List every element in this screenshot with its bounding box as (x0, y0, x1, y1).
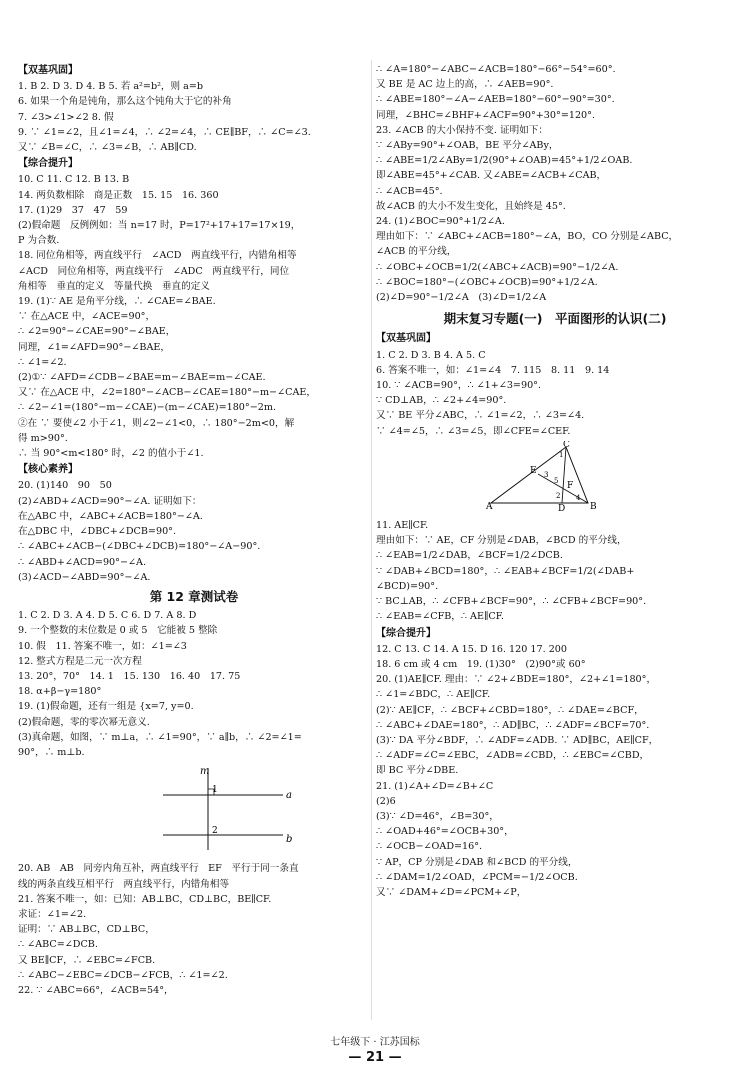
label-angle-4: 4 (576, 493, 581, 502)
answer-line: ∵ 在△ACE 中，∠ACE=90°， (18, 311, 156, 323)
answer-line: (3)∠ACD−∠ABD=90°−∠A. (18, 571, 151, 583)
answer-line: ∴ ∠OAD+46°=∠OCB+30°， (376, 826, 514, 838)
answer-line: 9. 一个整数的末位数是 0 或 5 它能被 5 整除 (18, 625, 218, 637)
label-angle-2: 2 (212, 826, 218, 837)
perpendicular-lines-figure (18, 762, 370, 859)
section-heading: 【双基巩固】 (376, 333, 436, 345)
answer-line: 线的两条直线互相平行 两直线平行，内错角相等 (18, 878, 230, 890)
answer-line: ∴ ∠EAB=∠CFB，∴ AE∥CF. (376, 611, 504, 623)
answer-line: ∠ACB 的平分线， (376, 246, 457, 258)
answer-line: ∴ ∠ABC−∠EBC=∠DCB−∠FCB，∴ ∠1=∠2. (18, 969, 228, 981)
answer-line: 19. (1)假命题，还有一组是 {x=7, y=0. (18, 701, 194, 713)
section-heading-row (18, 461, 370, 478)
answer-line: ∠BCD)=90°. (376, 580, 439, 592)
label-m: m (200, 766, 210, 778)
answer-line: ∴ ∠ADF=∠C=∠EBC，∠ADB=∠CBD，∴ ∠EBC=∠CBD， (376, 750, 650, 762)
answer-line: ∵ ∠4=∠5，∴ ∠3=∠5，即∠CFE=∠CEF. (376, 425, 571, 437)
footer-label: 七年级下 · 江苏国标 (330, 1037, 420, 1048)
figure-triangle-abc (376, 441, 734, 511)
answer-line: 21. (1)∠A+∠D=∠B+∠C (376, 780, 494, 792)
answer-line: 同理，∠1=∠AFD=90°−∠BAE， (18, 341, 170, 353)
answer-line: 求证：∠1=∠2. (18, 908, 87, 920)
answer-line: 21. 答案不唯一，如：已知：AB⊥BC，CD⊥BC，BE∥CF. (18, 893, 272, 905)
label-A: A (486, 501, 493, 511)
column-divider (371, 60, 372, 1020)
answer-line: 14. 两负数相除 商是正数 15. 15 16. 360 (18, 189, 219, 201)
answer-line: ∠ACD 同位角相等，两直线平行 ∠ADC 两直线平行，同位 (18, 265, 290, 277)
answer-line: ∴ ∠1=∠BDC，∴ AE∥CF. (376, 689, 491, 701)
label-D: D (558, 503, 566, 511)
label-angle-1: 1 (212, 785, 218, 796)
answer-line: ∴ ∠ABC=∠DCB. (18, 939, 98, 951)
left-column (18, 62, 370, 998)
answer-line: ∴ ∠DAM=1/2∠OAD，∠PCM=−1/2∠OCB. (376, 871, 578, 883)
answer-line: ∴ ∠ABE=180°−∠A−∠AEB=180°−60°−90°=30°. (376, 94, 615, 106)
label-angle-2: 2 (556, 491, 561, 500)
answer-line: 10. C 11. C 12. B 13. B (18, 174, 130, 186)
label-a: a (286, 790, 292, 802)
answer-line: 17. (1)29 37 47 59 (18, 204, 128, 216)
answer-line: 1. B 2. D 3. D 4. B 5. 若 a²=b²，则 a=b (18, 81, 204, 93)
answer-line: 10. ∵ ∠ACB=90°，∴ ∠1+∠3=90°. (376, 380, 542, 392)
answer-line: (3)∵ DA 平分∠BDF，∴ ∠ADF=∠ADB. ∵ AD∥BC，AE∥CF， (376, 734, 659, 746)
answer-line: (2)∠ABD+∠ACD=90°−∠A. 证明如下： (18, 495, 202, 507)
answer-line: 又 BE 是 AC 边上的高，∴ ∠AEB=90°. (376, 79, 554, 91)
answer-line: 故∠ACB 的大小不发生变化，且始终是 45°. (376, 200, 566, 212)
answer-line: (3)真命题，如图，∵ m⊥a，∴ ∠1=90°，∵ a∥b，∴ ∠2=∠1= (18, 731, 302, 743)
label-angle-1: 1 (559, 450, 564, 459)
answer-line: ∴ ∠OCB−∠OAD=16°. (376, 841, 483, 853)
answer-line: ∴ ∠ACB=45°. (376, 185, 443, 197)
answer-line: ∴ ∠ABD+∠ACD=90°−∠A. (18, 556, 146, 568)
answer-line: ∵ BC⊥AB，∴ ∠CFB+∠BCF=90°，∴ ∠CFB+∠BCF=90°. (376, 596, 647, 608)
answer-line: ∴ ∠EAB=1/2∠DAB，∠BCF=1/2∠DCB. (376, 550, 563, 562)
answer-line: 11. AE∥CF. (376, 520, 429, 532)
answer-line: 12. 整式方程是二元一次方程 (18, 655, 142, 667)
answer-line: 理由如下：∵ AE，CF 分别是∠DAB，∠BCD 的平分线， (376, 535, 627, 547)
answer-line: 18. 同位角相等，两直线平行 ∠ACD 两直线平行，内错角相等 (18, 250, 297, 262)
answer-line: ∵ CD⊥AB，∴ ∠2+∠4=90°. (376, 395, 507, 407)
answer-line: ∴ ∠2=90°−∠CAE=90°−∠BAE， (18, 326, 176, 338)
answer-line: ∵ ∠ABy=90°+∠OAB，BE 平分∠ABy， (376, 140, 559, 152)
answer-line: 1. C 2. D 3. A 4. D 5. C 6. D 7. A 8. D (18, 610, 197, 622)
answer-line: ∵ ∠DAB+∠BCD=180°，∴ ∠EAB+∠BCF=1/2(∠DAB+ (376, 565, 635, 577)
answer-line: 证明：∵ AB⊥BC，CD⊥BC， (18, 924, 155, 936)
answer-line: 20. AB AB 同旁内角互补，两直线平行 EF 平行于同一条直 (18, 863, 299, 875)
section-heading-row (376, 330, 734, 347)
answer-line: 得 m>90°. (18, 432, 68, 444)
section-heading-row (18, 155, 370, 172)
section-heading: 【核心素养】 (18, 464, 78, 476)
label-E: E (530, 465, 537, 476)
answer-line: 角相等 垂直的定义 等量代换 垂直的定义 (18, 280, 210, 292)
answer-line: 23. ∠ACB 的大小保持不变. 证明如下： (376, 124, 548, 136)
answer-line: (2)①∵ ∠AFD=∠CDB−∠BAE=m−∠BAE=m−∠CAE. (18, 372, 266, 384)
answer-line: 18. 6 cm 或 4 cm 19. (1)30° (2)90°或 60° (376, 658, 586, 670)
answer-line: 7. ∠3>∠1>∠2 8. 假 (18, 111, 114, 123)
answer-line: 理由如下：∵ ∠ABC+∠ACB=180°−∠A，BO，CO 分别是∠ABC， (376, 231, 679, 243)
answer-line: (2)6 (376, 795, 396, 807)
answer-line: 在△DBC 中，∠DBC+∠DCB=90°. (18, 526, 177, 538)
answer-line: (3)∵ ∠D=46°，∠B=30°， (376, 810, 499, 822)
label-F: F (567, 480, 574, 491)
label-B: B (590, 501, 597, 511)
section-heading-row (18, 62, 370, 79)
answer-line: 又∵ 在△ACE 中，∠2=180°−∠ACB−∠CAE=180°−m−∠CAE， (18, 387, 316, 399)
answer-line: 同理，∠BHC=∠BHF+∠ACF=90°+30°=120°. (376, 109, 596, 121)
answer-line: 1. C 2. D 3. B 4. A 5. C (376, 349, 486, 361)
answer-line: 在△ABC 中，∠ABC+∠ACB=180°−∠A. (18, 510, 203, 522)
chapter-title: 第 12 章测试卷 (149, 588, 239, 604)
section-heading-row (376, 625, 734, 642)
answer-line: ∴ ∠A=180°−∠ABC−∠ACB=180°−66°−54°=60°. (376, 64, 616, 75)
answer-line: 6. 如果一个角是钝角，那么这个钝角大于它的补角 (18, 96, 232, 108)
answer-line: ∴ ∠BOC=180°−(∠OBC+∠OCB)=90°+1/2∠A. (376, 276, 598, 288)
answer-line: ∴ ∠OBC+∠OCB=1/2(∠ABC+∠ACB)=90°−1/2∠A. (376, 261, 619, 273)
answer-line: 6. 答案不唯一，如：∠1=∠4 7. 115 8. 11 9. 14 (376, 364, 610, 376)
page-footer (0, 1033, 750, 1065)
answer-line: 13. 20°，70° 14. 1 15. 130 16. 40 17. 75 (18, 670, 241, 682)
section-heading: 【综合提升】 (18, 158, 78, 170)
page-number: — 21 — (348, 1050, 402, 1065)
answer-line: (2)假命题 反例例如：当 n=17 时，P=17²+17+17=17×19， (18, 220, 301, 232)
label-angle-5: 5 (554, 476, 559, 485)
answer-line: 22. ∵ ∠ABC=66°，∠ACB=54°， (18, 984, 174, 996)
section-heading: 【综合提升】 (376, 627, 436, 639)
answer-line: 19. (1)∵ AE 是角平分线，∴ ∠CAE=∠BAE. (18, 296, 216, 308)
answer-line: 90°，∴ m⊥b. (18, 746, 85, 758)
section-heading: 【双基巩固】 (18, 65, 78, 76)
triangle-figure (376, 441, 734, 516)
answer-line: ∵ AP，CP 分别是∠DAB 和∠BCD 的平分线， (376, 856, 578, 868)
answer-line: 即∠ABE=45°+∠CAB. 又∠ABE=∠ACB+∠CAB， (376, 170, 607, 182)
chapter-title: 期末复习专题(一) 平面图形的认识(二) (443, 311, 667, 327)
label-angle-3: 3 (544, 470, 549, 479)
answer-line: 又∵ ∠DAM+∠D=∠PCM+∠P， (376, 886, 527, 898)
answer-line: 18. α+β−γ=180° (18, 686, 102, 698)
label-C: C (563, 440, 570, 450)
figure-m-a-b (18, 762, 370, 854)
answer-line: ∴ ∠ABC+∠DAE=180°，∴ AD∥BC，∴ ∠ADF=∠BCF=70°. (376, 719, 650, 731)
answer-line: ②在 ∵ 要使∠2 小于∠1，则∠2−∠1<0，∴ 180°−2m<0，解 (18, 417, 295, 429)
answer-line: (2)假命题，零的零次幂无意义. (18, 716, 150, 728)
answer-line: 9. ∵ ∠1=∠2，且∠1=∠4，∴ ∠2=∠4，∴ CE∥BF，∴ ∠C=∠3. (18, 126, 311, 138)
answer-line: 又∵ ∠B=∠C，∴ ∠3=∠B，∴ AB∥CD. (18, 142, 197, 154)
answer-line: 20. (1)140 90 50 (18, 480, 112, 492)
answer-line: 又∵ BE 平分∠ABC，∴ ∠1=∠2，∴ ∠3=∠4. (376, 410, 585, 422)
right-column (376, 62, 734, 900)
answer-line: ∴ ∠ABC+∠ACB−(∠DBC+∠DCB)=180°−∠A−90°. (18, 541, 261, 553)
answer-line: ∴ ∠2−∠1=(180°−m−∠CAE)−(m−∠CAE)=180°−2m. (18, 402, 277, 414)
answer-line: P 为合数. (18, 235, 60, 247)
label-b: b (286, 834, 293, 846)
answer-line: ∴ 当 90°<m<180° 时，∠2 的值小于∠1. (18, 448, 204, 460)
answer-line: 又 BE∥CF，∴ ∠EBC=∠FCB. (18, 954, 156, 966)
answer-line: (2)∵ AE∥CF，∴ ∠BCF+∠CBD=180°，∴ ∠DAE=∠BCF， (376, 704, 644, 716)
answer-line: 12. C 13. C 14. A 15. D 16. 120 17. 200 (376, 643, 568, 655)
answer-line: 20. (1)AE∥CF. 理由：∵ ∠2+∠BDE=180°，∠2+∠1=180°， (376, 674, 657, 686)
answer-line: 10. 假 11. 答案不唯一，如：∠1=∠3 (18, 640, 187, 652)
answer-line: ∴ ∠ABE=1/2∠ABy=1/2(90°+∠OAB)=45°+1/2∠OAB. (376, 155, 633, 167)
answer-line: 即 BC 平分∠DBE. (376, 765, 459, 777)
answer-line: (2)∠D=90°−1/2∠A (3)∠D=1/2∠A (376, 292, 547, 304)
answer-line: ∴ ∠1=∠2. (18, 356, 67, 368)
answer-line: 24. (1)∠BOC=90°+1/2∠A. (376, 216, 505, 228)
